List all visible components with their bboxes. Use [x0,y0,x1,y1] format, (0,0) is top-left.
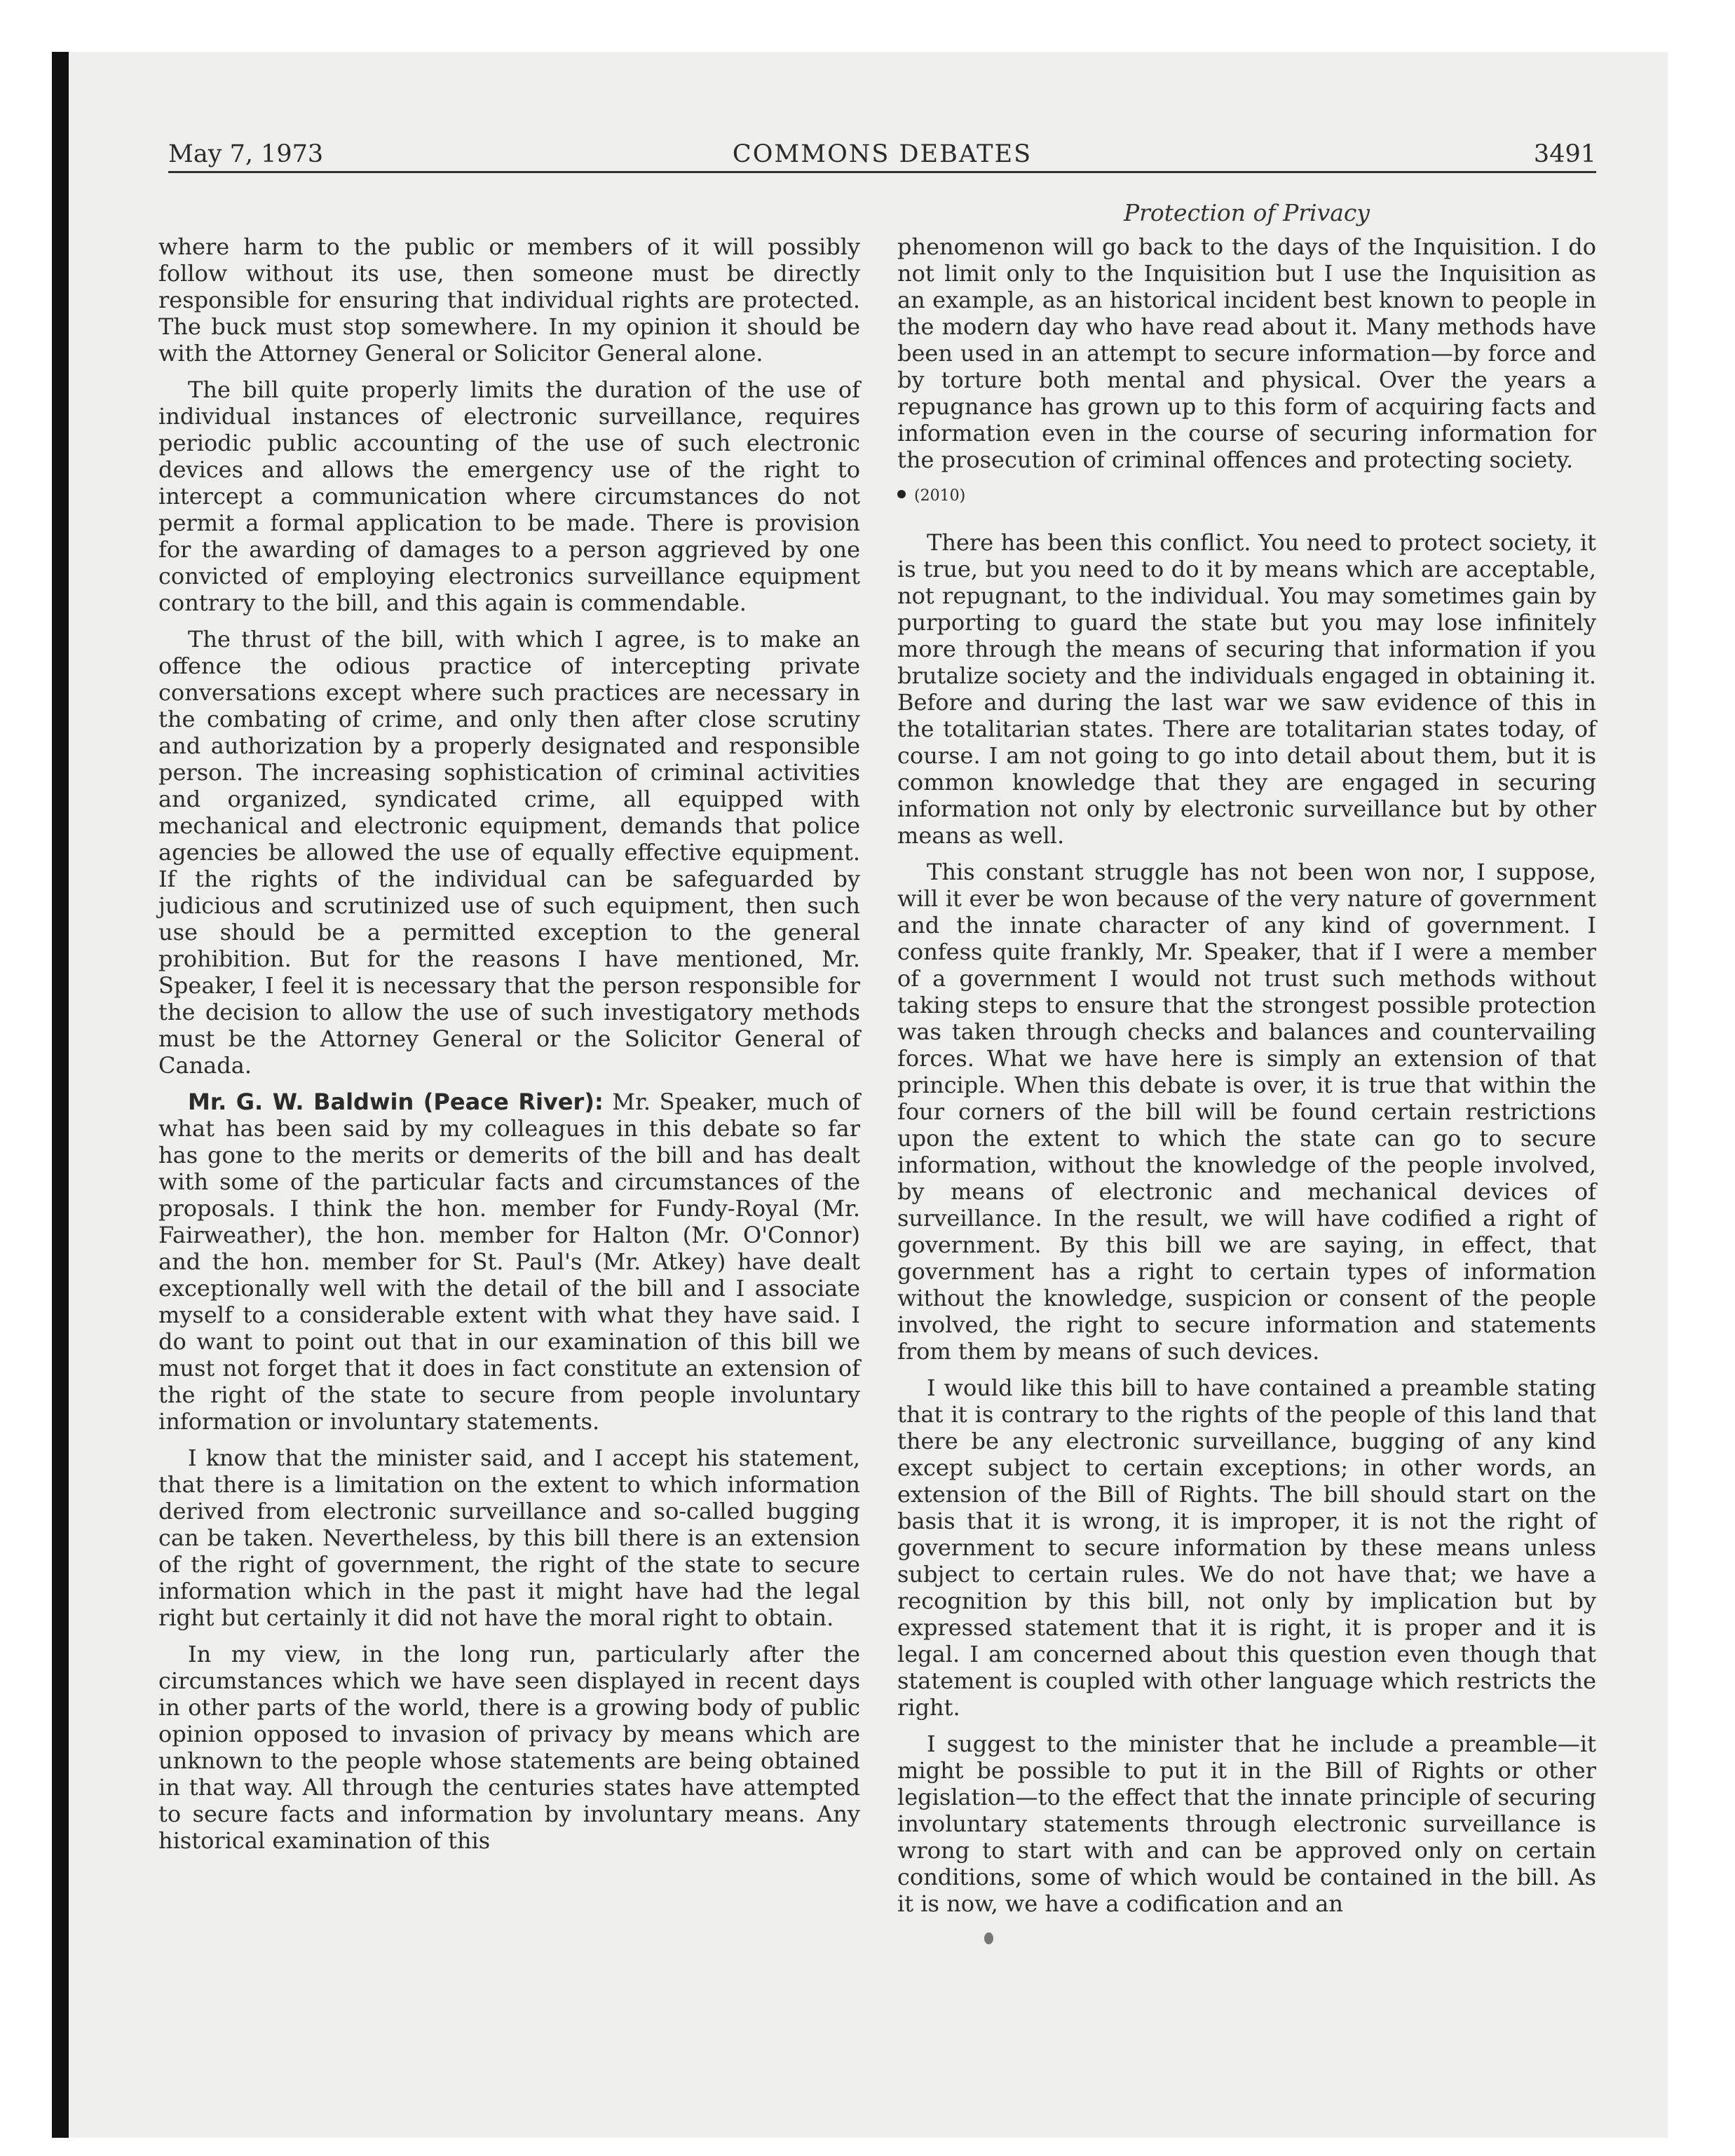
paragraph: The thrust of the bill, with which I agree, is to make an offence the odious practice of intercepting private conversations except where such practices are necessary in the combating of crime, and only then after close scrutiny and authorization by a properly designated and responsible person. The increasing sophistication of criminal activities and organized, syndicated crime, all equipped with mechanical and electronic equipment, demands that police agencies be allowed the use of equally effective equipment. If the rights of the individual can be safeguarded by judicious and scrutinized use of such equipment, then such use should be a permitted exception to the general prohibition. But for the reasons I have mentioned, Mr. Speaker, I feel it is necessary that the person responsible for the decision to allow the use of such investigatory methods must be the Attorney General or the Solicitor General of Canada. [158,626,860,1079]
speech-text: Mr. Speaker, much of what has been said by my colleagues in this debate so far has gone to the merits or demerits of the bill and has dealt with some of the particular facts and circumstances of the proposals. I think the hon. member for Fundy-Royal (Mr. Fairweather), the hon. member for Halton (Mr. O'Connor) and the hon. member for St. Paul's (Mr. Atkey) have dealt exceptionally well with the detail of the bill and I associate myself to a considerable extent with what they have said. I do want to point out that in our examination of this bill we must not forget that it does in fact constitute an extension of the right of the state to secure from people involuntary information or involuntary statements. [158,1089,860,1435]
paragraph [158,1089,860,1435]
time-marker-label: (2010) [914,487,966,505]
paragraph: I would like this bill to have contained a preamble stating that it is contrary to the rights of the people of this land that there be any electronic surveillance, bugging of any kind except subject to certain exceptions; in other words, an extension of the Bill of Rights. The bill should start on the basis that it is wrong, it is improper, it is not the right of government to secure information by these means unless subject to certain rules. We do not have that; we have a recognition by this bill, not only by implication but by expressed statement that it is right, it is proper and it is legal. I am concerned about this question even though that statement is coupled with other language which restricts the right. [897,1374,1596,1721]
paragraph: phenomenon will go back to the days of the Inquisition. I do not limit only to the Inquisition but I use the Inquisition as an example, as an historical incident best known to people in the modern day who have read about it. Many methods have been used in an attempt to secure information—by force and by torture both mental and physical. Over the years a repugnance has grown up to this form of acquiring facts and information even in the course of securing information for the prosecution of criminal offences and protecting society. [897,233,1596,473]
paragraph: This constant struggle has not been won nor, I suppose, will it ever be won because of the very nature of government and the innate character of any kind of government. I confess quite frankly, Mr. Speaker, that if I were a member of a government I would not trust such methods without taking steps to ensure that the strongest possible protection was taken through checks and balances and countervailing forces. What we have here is simply an extension of that principle. When this debate is over, it is true that within the four corners of the bill will be found certain restrictions upon the extent to which the state can go to secure information, without the knowledge of the people involved, by means of electronic and mechanical devices of surveillance. In the result, we will have codified a right of government. By this bill we are saying, in effect, that government has a right to certain types of information without the knowledge, suspicion or consent of the people involved, the right to secure information and statements from them by means of such devices. [897,859,1596,1365]
time-marker [897,483,1596,510]
ink-dot [984,1932,993,1944]
paragraph: In my view, in the long run, particularly after the circumstances which we have seen displayed in recent days in other parts of the world, there is a growing body of public opinion opposed to invasion of privacy by means which are unknown to the people whose statements are being obtained in that way. All through the centuries states have attempted to secure facts and information by involuntary means. Any historical examination of this [158,1641,860,1854]
right-column [897,233,1596,1927]
section-title: Protection of Privacy [1123,199,1370,226]
paragraph: There has been this conflict. You need to protect society, it is true, but you need to do it by means which are acceptable, not repugnant, to the individual. You may sometimes gain by purporting to guard the state but you may lose infinitely more through the means of securing that information if you brutalize society and the individuals engaged in obtaining it. Before and during the last war we saw evidence of this in the totalitarian states. There are totalitarian states today, of course. I am not going to go into detail about them, but it is common knowledge that they are engaged in securing information not only by electronic surveillance but by other means as well. [897,529,1596,849]
bullet-icon [897,490,906,498]
page-header [168,140,1596,175]
speaker-name: Mr. G. W. Baldwin (Peace River): [188,1089,604,1115]
paragraph: I suggest to the minister that he include a preamble—it might be possible to put it in the Bill of Rights or other legislation—to the effect that the innate principle of securing involuntary statements through electronic surveillance is wrong to start with and can be approved only on certain conditions, some of which would be contained in the bill. As it is now, we have a codification and an [897,1731,1596,1917]
header-title: COMMONS DEBATES [732,140,1033,168]
left-column [158,233,860,1864]
header-date: May 7, 1973 [168,140,324,168]
page-number: 3491 [1533,140,1596,168]
paragraph: where harm to the public or members of it will possibly follow without its use, then someone must be directly responsible for ensuring that individual rights are protected. The buck must stop somewhere. In my opinion it should be with the Attorney General or Solicitor General alone. [158,233,860,367]
binding-edge [52,52,69,2138]
paragraph: The bill quite properly limits the duration of the use of individual instances of electronic surveillance, requires periodic public accounting of the use of such electronic devices and allows the emergency use of the right to intercept a communication where circumstances do not permit a formal application to be made. There is provision for the awarding of damages to a person aggrieved by one convicted of employing electronics surveillance equipment contrary to the bill, and this again is commendable. [158,376,860,616]
paragraph: I know that the minister said, and I accept his statement, that there is a limitation on the extent to which information derived from electronic surveillance and so-called bugging can be taken. Nevertheless, by this bill there is an extension of the right of government, the right of the state to secure information which in the past it might have had the legal right but certainly it did not have the moral right to obtain. [158,1445,860,1631]
header-rule [168,171,1596,173]
